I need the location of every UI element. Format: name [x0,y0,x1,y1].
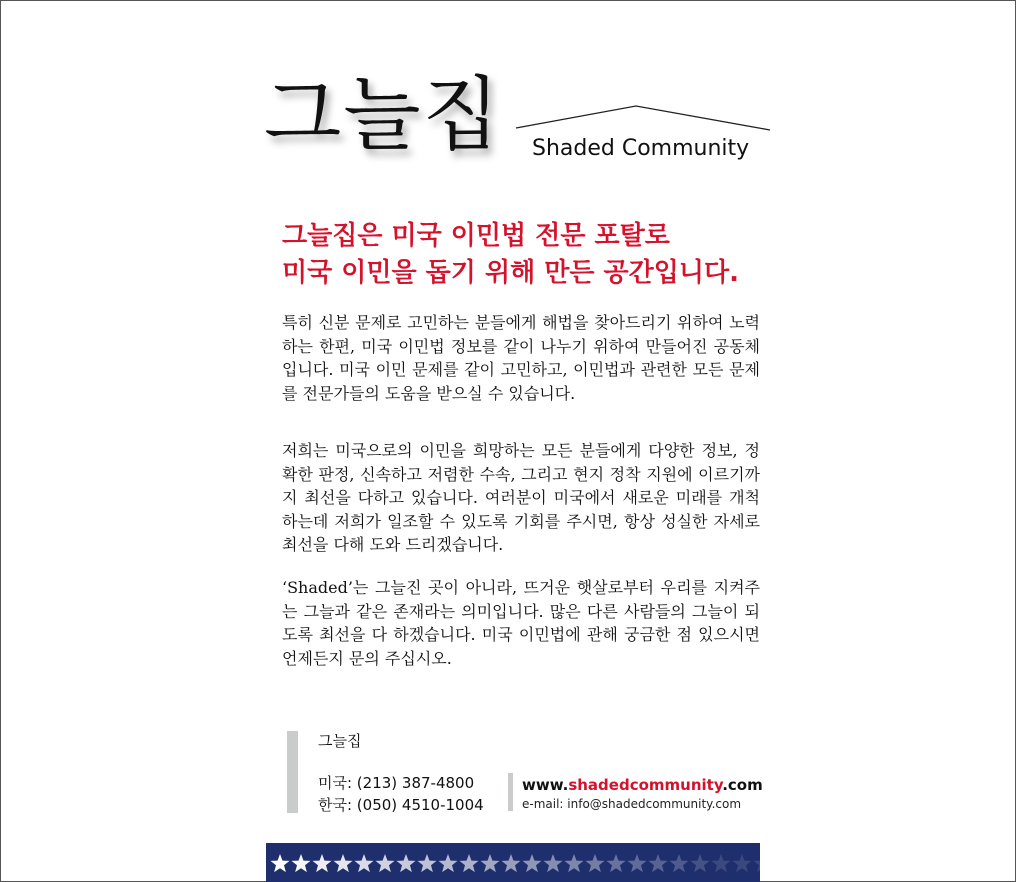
star-icon [291,854,310,872]
star-icon [354,854,373,872]
phone-kr: 한국: (050) 4510-1004 [318,796,484,814]
star-icon [711,854,730,872]
star-icon [417,854,436,872]
star-icon [627,854,646,872]
intro-paragraph: 특히 신분 문제로 고민하는 분들에게 해법을 찾아드리기 위하여 노력하는 한편, 미국 이민법 정보를 같이 나누기 위하여 만들어진 공동체입니다. 미국 이민 문제를 같이 고민하고, 이민법과 관련한 모든 문제를 전문가들의 도움을 받으실 수 있습니다. [282,313,760,403]
website-prefix: www. [522,776,569,794]
headline-line-1: 그늘집은 미국 이민법 전문 포탈로 [282,221,670,251]
star-icon [459,854,478,872]
phone-us: 미국: (213) 387-4800 [318,774,475,792]
star-band [266,843,760,882]
web-accent-bar [508,773,513,811]
star-icon [333,854,352,872]
star-row [266,843,760,882]
star-icon [585,854,604,872]
star-icon [606,854,625,872]
meaning-paragraph: ‘Shaded’는 그늘진 곳이 아니라, 뜨거운 햇살로부터 우리를 지켜주는 그늘과 같은 존재라는 의미입니다. 많은 다른 사람들의 그늘이 되도록 최선을 다 하겠습니다. 미국 이민법에 관해 궁금한 점 있으시면 언제든지 문의 주십시오. [282,578,760,668]
contact-name: 그늘집 [318,732,362,750]
star-icon [543,854,562,872]
star-icon [480,854,499,872]
mission-paragraph: 저희는 미국으로의 이민을 희망하는 모든 분들에게 다양한 정보, 정확한 판정, 신속하고 저렴한 수속, 그리고 현지 정착 지원에 이르기까지 최선을 다하고 있습니다. 여러분이 미국에서 새로운 미래를 개척하는데 저희가 일조할 수 있도록 기회를 주시면, 항상 성실한 자세로 최선을 다해 도와 드리겠습니다. [282,441,760,554]
star-icon [501,854,520,872]
star-icon [270,854,289,872]
website-domain: shadedcommunity [568,776,723,794]
star-icon [396,854,415,872]
roof-line-icon [514,104,772,132]
contact-accent-bar [287,731,298,813]
star-icon [690,854,709,872]
star-icon [669,854,688,872]
headline [282,218,739,292]
email-link[interactable]: e-mail: info@shadedcommunity.com [522,797,742,811]
website-link[interactable] [522,776,763,794]
star-icon [564,854,583,872]
website-suffix: .com [722,776,763,794]
headline-line-2: 미국 이민을 돕기 위해 만든 공간입니다. [282,258,739,288]
logo-wordmark: 그늘집 [264,68,502,161]
star-icon [375,854,394,872]
star-icon [522,854,541,872]
logo-subtitle: Shaded Community [532,136,750,161]
star-icon [438,854,457,872]
star-icon [312,854,331,872]
star-icon [753,854,760,872]
star-icon [648,854,667,872]
star-icon [732,854,751,872]
